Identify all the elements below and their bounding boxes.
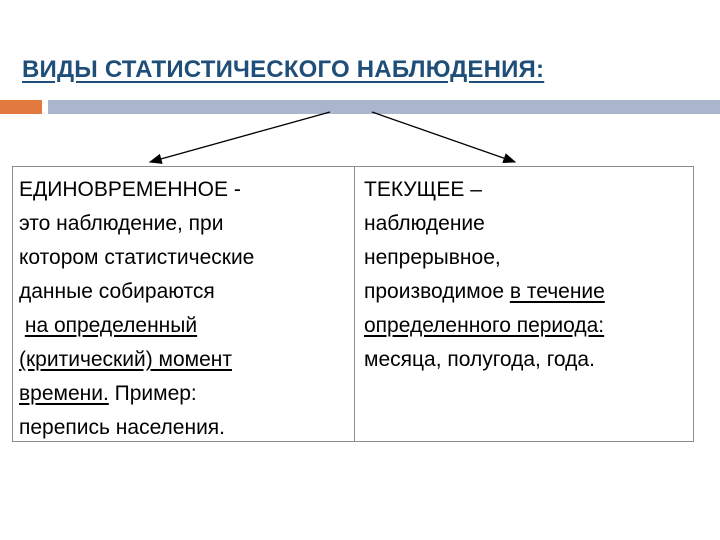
single-heading: ЕДИНОВРЕМЕННОЕ bbox=[19, 178, 229, 201]
arrow-left bbox=[150, 112, 330, 162]
comparison-table bbox=[12, 166, 694, 442]
single-observation-cell: ЕДИНОВРЕМЕННОЕ - это наблюдение, при котором статистические данные собираются на определенный (критический) момент времени. Пример: перепись населения. bbox=[13, 167, 355, 441]
current-observation-cell: ТЕКУЩЕЕ – наблюдение непрерывное, производимое в течение определенного периода: месяца, полугода, года. bbox=[364, 178, 605, 371]
arrow-right bbox=[372, 112, 515, 162]
current-heading: ТЕКУЩЕЕ bbox=[364, 178, 465, 201]
slide-title: ВИДЫ СТАТИСТИЧЕСКОГО НАБЛЮДЕНИЯ: bbox=[22, 56, 545, 83]
